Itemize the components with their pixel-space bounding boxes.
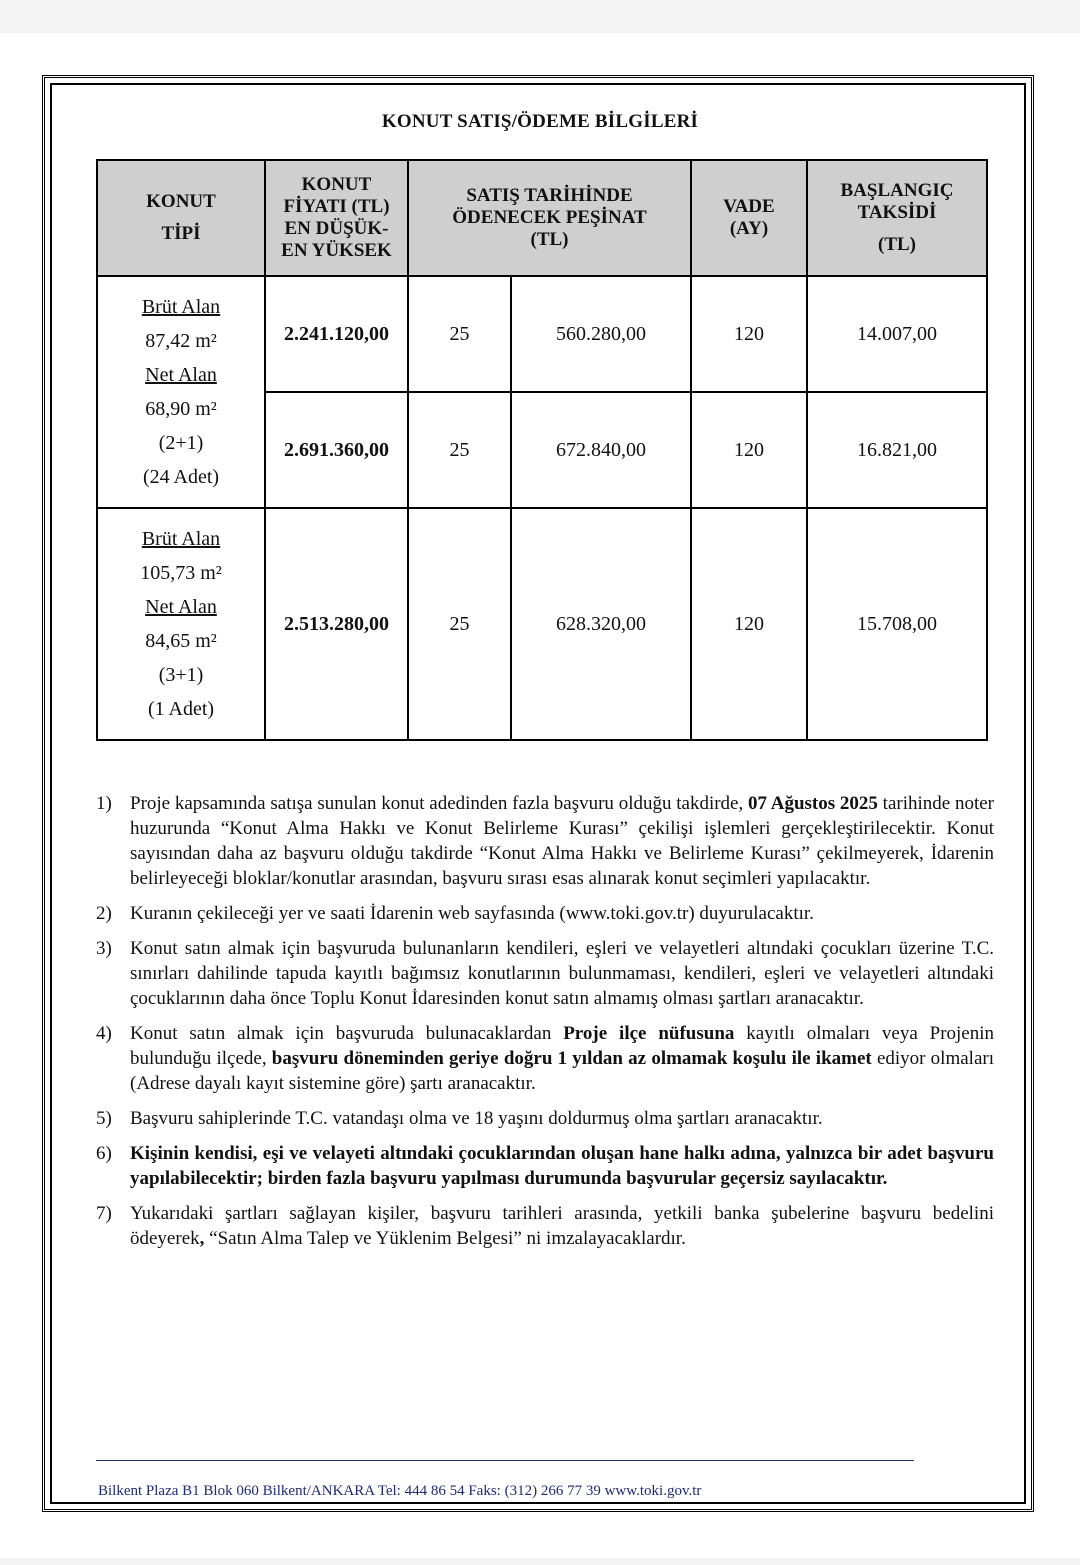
downpayment-cell: 672.840,00 xyxy=(511,392,691,508)
text-run: ediyor olmaları (Adrese dayalı kayıt sistemine göre) şartı aranacaktır. xyxy=(130,1048,994,1094)
list-item-text xyxy=(130,1106,994,1131)
text-run: Konut satın almak için başvuruda bulunacaklardan xyxy=(130,1023,564,1044)
installment-cell: 16.821,00 xyxy=(807,392,987,508)
percent-cell: 25 xyxy=(408,508,511,740)
list-item-number: 4) xyxy=(96,1023,112,1044)
term-cell: 120 xyxy=(691,392,807,508)
text-run: Kuranın çekileceği yer ve saati İdarenin web sayfasında (www.toki.gov.tr) duyurulacaktır. xyxy=(130,903,814,924)
header-housing-type xyxy=(97,160,265,276)
text-run: Konut satın almak için başvuruda bulunanların kendileri, eşleri ve velayetleri altındaki çocukları üzerine T.C. sınırları dahilinde tapuda kayıtlı bağımsız konutlarının bulunmaması, kendileri, eşleri ve velayetleri altındaki çocuklarının daha önce Toplu Konut İdaresinden konut satın almamış olması şartları aranacaktır. xyxy=(130,938,994,1009)
text-run: Başvuru sahiplerinde T.C. vatandaşı olma ve 18 yaşını doldurmuş olma şartları aranacaktır. xyxy=(130,1108,823,1129)
list-item-number: 1) xyxy=(96,793,112,814)
header-installment: BAŞLANGIÇ TAKSİDİ (TL) xyxy=(807,160,987,276)
footer-address: Bilkent Plaza B1 Blok 060 Bilkent/ANKARA Tel: 444 86 54 Faks: (312) 266 77 39 www.toki.gov.tr xyxy=(98,1483,702,1499)
table-header-row xyxy=(97,160,987,276)
header-type-text: KONUT TİPİ xyxy=(146,191,216,244)
installment-cell: 15.708,00 xyxy=(807,508,987,740)
bold-text-run: başvuru döneminden geriye doğru 1 yıldan az olmamak koşulu ile ikamet xyxy=(271,1048,872,1069)
text-run: “Satın Alma Talep ve Yüklenim Belgesi” ni imzalayacaklardır. xyxy=(204,1228,686,1249)
term-cell: 120 xyxy=(691,508,807,740)
list-item-text xyxy=(130,901,994,926)
document-title: KONUT SATIŞ/ÖDEME BİLGİLERİ xyxy=(381,111,699,132)
text-run: kayıtlı olmaları veya Projenin bulunduğu ilçede, xyxy=(130,1023,995,1069)
table-row xyxy=(97,276,987,392)
percent-cell: 25 xyxy=(408,392,511,508)
list-item-text xyxy=(130,936,994,1011)
price-cell: 2.241.120,00 xyxy=(265,276,408,392)
sales-payment-table xyxy=(96,159,988,741)
percent-cell: 25 xyxy=(408,276,511,392)
list-item-number: 5) xyxy=(96,1108,112,1129)
conditions-list xyxy=(96,791,994,1261)
price-cell: 2.513.280,00 xyxy=(265,508,408,740)
housing-type-cell: Brüt Alan 105,73 m² Net Alan 84,65 m² (3+1) (1 Adet) xyxy=(97,508,265,740)
term-cell: 120 xyxy=(691,276,807,392)
list-item xyxy=(96,1141,994,1191)
header-price: KONUT FİYATI (TL) EN DÜŞÜK- EN YÜKSEK xyxy=(265,160,408,276)
text-run: Yukarıdaki şartları sağlayan kişiler, başvuru tarihleri arasında, yetkili banka şubelerine başvuru bedelini ödeyerek xyxy=(130,1203,994,1249)
table-row xyxy=(97,508,987,740)
price-cell: 2.691.360,00 xyxy=(265,392,408,508)
housing-type-cell: Brüt Alan 87,42 m² Net Alan 68,90 m² (2+1) (24 Adet) xyxy=(97,276,265,508)
bold-text-run: , xyxy=(199,1228,205,1249)
document-page xyxy=(0,33,1080,1558)
text-run: tarihinde noter huzurunda “Konut Alma Hakkı ve Konut Belirleme Kurası” çekilişi işlemleri gerçekleştirilecektir. Konut sayısından daha az başvuru olduğu takdirde “Konut Alma Hakkı ve Belirleme Kurası” çekilmeyerek, İdarenin belirleyeceği bloklar/konutlar arasından, başvuru sırası esas alınarak konut seçimleri yapılacaktır. xyxy=(130,793,995,889)
bold-text-run: 07 Ağustos 2025 xyxy=(748,793,878,814)
list-item xyxy=(96,1201,994,1251)
bold-text-run: Kişinin kendisi, eşi ve velayeti altındaki çocuklarından oluşan hane halkı adına, yalnızca bir adet başvuru yapılabilecektir; birden fazla başvuru yapılması durumunda başvurular geçersiz sayılacaktır. xyxy=(130,1143,994,1189)
downpayment-cell: 560.280,00 xyxy=(511,276,691,392)
list-item xyxy=(96,936,994,1011)
list-item-text xyxy=(130,1021,994,1096)
list-item-text xyxy=(130,1141,994,1191)
list-item xyxy=(96,791,994,891)
downpayment-cell: 628.320,00 xyxy=(511,508,691,740)
list-item-number: 3) xyxy=(96,938,112,959)
list-item-number: 2) xyxy=(96,903,112,924)
list-item-number: 6) xyxy=(96,1143,112,1164)
bold-text-run: Proje ilçe nüfusuna xyxy=(563,1023,735,1044)
list-item-number: 7) xyxy=(96,1203,112,1224)
header-term: VADE (AY) xyxy=(691,160,807,276)
text-run: Proje kapsamında satışa sunulan konut adedinden fazla başvuru olduğu takdirde, xyxy=(130,793,749,814)
list-item xyxy=(96,901,994,926)
list-item xyxy=(96,1106,994,1131)
list-item xyxy=(96,1021,994,1096)
list-item-text xyxy=(130,791,994,891)
installment-cell: 14.007,00 xyxy=(807,276,987,392)
header-downpayment: SATIŞ TARİHİNDE ÖDENECEK PEŞİNAT (TL) xyxy=(408,160,691,276)
footer-divider xyxy=(96,1460,914,1461)
list-item-text xyxy=(130,1201,994,1251)
